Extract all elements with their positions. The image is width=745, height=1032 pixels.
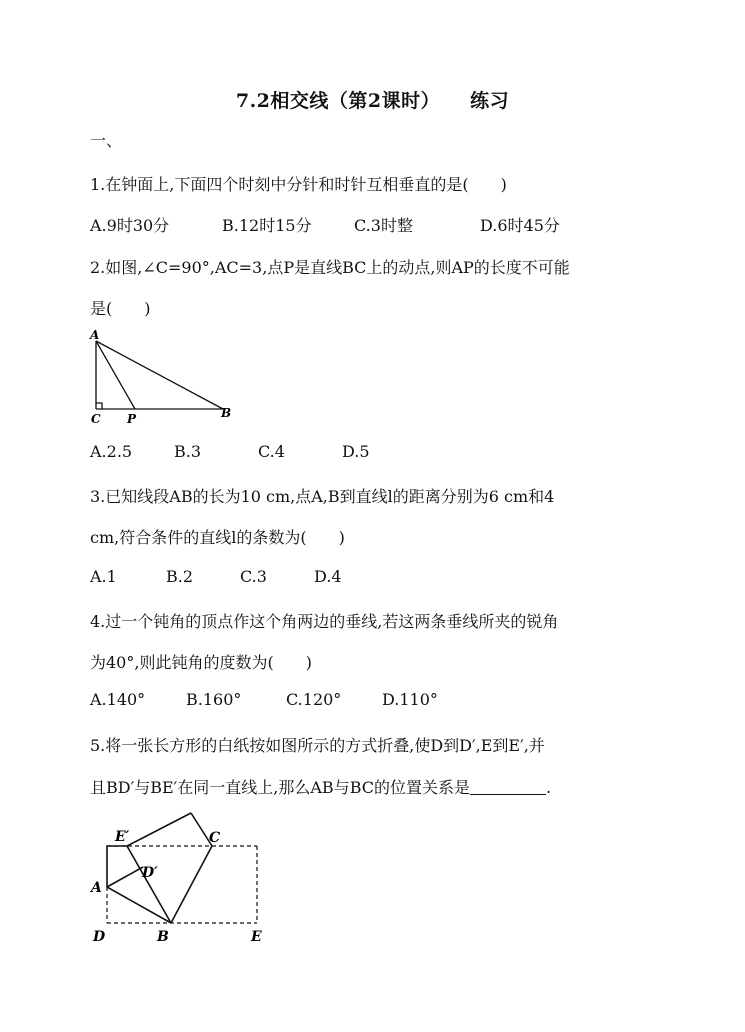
option: B.12时15分: [222, 216, 312, 235]
question-2-options: [90, 442, 370, 461]
option: C.4: [258, 442, 285, 461]
label-d: D: [93, 929, 106, 945]
question-5-text-line2: [90, 775, 551, 798]
option: B.2: [166, 567, 194, 586]
question-2-text-line1: 2.如图,∠C=90°,AC=3,点P是直线BC上的动点,则AP的长度不可能: [90, 258, 570, 277]
label-c: C: [91, 412, 101, 426]
question-1-text: 1.在钟面上,下面四个时刻中分针和时针互相垂直的是( ): [90, 175, 507, 194]
segment-ad1: [107, 867, 143, 887]
label-b: B: [221, 406, 232, 420]
label-c: C: [209, 830, 221, 846]
segment-cb: [171, 846, 212, 923]
title-sub: 练习: [470, 90, 510, 112]
question-4-options: [90, 690, 438, 709]
option: A.2.5: [90, 442, 133, 461]
answer-blank: [470, 780, 546, 795]
section-heading: 一、: [90, 131, 123, 150]
label-a: A: [91, 880, 102, 896]
option: C.3时整: [354, 216, 413, 235]
option: C.120°: [286, 690, 342, 709]
option: D.6时45分: [480, 216, 560, 235]
question-5-text-line1: 5.将一张长方形的白纸按如图所示的方式折叠,使D到D′,E到E′,并: [90, 736, 545, 755]
page-title: [0, 86, 745, 113]
option: C.3: [240, 567, 267, 586]
option: A.140°: [90, 690, 146, 709]
title-main: 7.2相交线（第2课时）: [235, 90, 441, 112]
label-d-prime: D′: [142, 865, 158, 881]
option: B.3: [174, 442, 202, 461]
question-5-period: .: [546, 778, 552, 797]
option: D.4: [314, 567, 342, 586]
question-3-text-line2: cm,符合条件的直线l的条数为( ): [90, 528, 345, 547]
label-e-prime: E′: [115, 829, 130, 845]
question-5-text: 且BD′与BE′在同一直线上,那么AB与BC的位置关系是: [90, 778, 470, 797]
option: D.5: [342, 442, 370, 461]
question-4-text-line2: 为40°,则此钝角的度数为( ): [90, 653, 312, 672]
option: B.160°: [186, 690, 242, 709]
right-angle-mark: [96, 403, 102, 409]
label-p: P: [127, 412, 137, 426]
question-3-options: [90, 567, 342, 586]
option: A.9时30分: [90, 216, 170, 235]
label-e: E: [251, 929, 262, 945]
question-2-text-line2: 是( ): [90, 299, 151, 318]
fold-edge-e1-top: [127, 813, 191, 846]
label-a: A: [90, 328, 100, 342]
question-4-text-line1: 4.过一个钝角的顶点作这个角两边的垂线,若这两条垂线所夹的锐角: [90, 612, 559, 631]
option: A.1: [90, 567, 117, 586]
triangle-figure: [85, 325, 265, 430]
question-3-text-line1: 3.已知线段AB的长为10 cm,点A,B到直线l的距离分别为6 cm和4: [90, 487, 555, 506]
label-b: B: [157, 929, 169, 945]
option: D.110°: [382, 690, 438, 709]
folding-figure: [85, 805, 285, 950]
question-1-options: [90, 213, 560, 236]
